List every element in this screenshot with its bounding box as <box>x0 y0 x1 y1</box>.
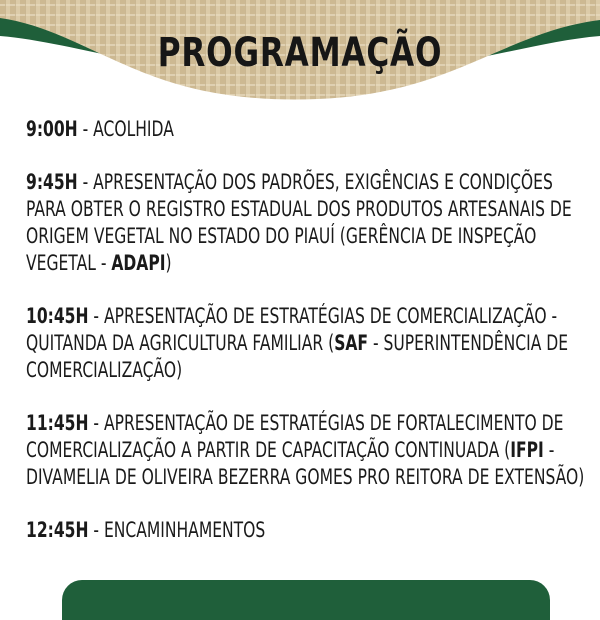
schedule-item <box>26 517 588 544</box>
schedule-description: - DIVAMELIA DE OLIVEIRA BEZERRA GOMES PRO REITORA DE EXTENSÃO) <box>26 438 585 489</box>
schedule-item <box>26 169 588 277</box>
schedule-organization: SAF <box>334 331 369 355</box>
schedule-time: 10:45H <box>26 304 89 328</box>
schedule-time: 11:45H <box>26 411 89 435</box>
schedule-description: - ENCAMINHAMENTOS <box>88 518 266 542</box>
footer-green-bar <box>62 580 550 620</box>
schedule-time: 9:45H <box>26 170 78 194</box>
schedule-item <box>26 116 588 143</box>
schedule-description: ) <box>165 251 172 275</box>
page-title: PROGRAMAÇÃO <box>157 30 443 76</box>
schedule-organization: ADAPI <box>111 251 166 275</box>
schedule-description: - APRESENTAÇÃO DOS PADRÕES, EXIGÊNCIAS E CONDIÇÕES PARA OBTER O REGISTRO ESTADUAL DOS PRODUTOS ARTESANAIS DE ORIGEM VEGETAL NO ESTADO DO PIAUÍ (GERÊNCIA DE INSPEÇÃO VEGETAL - <box>26 170 572 275</box>
schedule-item <box>26 410 588 491</box>
schedule-description: - SUPERINTENDÊNCIA DE COMERCIALIZAÇÃO) <box>26 331 569 382</box>
schedule-time: 12:45H <box>26 518 89 542</box>
schedule-description: - ACOLHIDA <box>77 117 174 141</box>
schedule-description: - APRESENTAÇÃO DE ESTRATÉGIAS DE COMERCIALIZAÇÃO - QUITANDA DA AGRICULTURA FAMILIAR ( <box>26 304 558 355</box>
schedule-time: 9:00H <box>26 117 78 141</box>
schedule-list <box>26 116 586 570</box>
schedule-organization: IFPI <box>510 438 544 462</box>
header-banner <box>0 0 600 110</box>
schedule-description: - APRESENTAÇÃO DE ESTRATÉGIAS DE FORTALECIMENTO DE COMERCIALIZAÇÃO A PARTIR DE CAPACITAÇÃO CONTINUADA ( <box>26 411 564 462</box>
schedule-item <box>26 303 588 384</box>
